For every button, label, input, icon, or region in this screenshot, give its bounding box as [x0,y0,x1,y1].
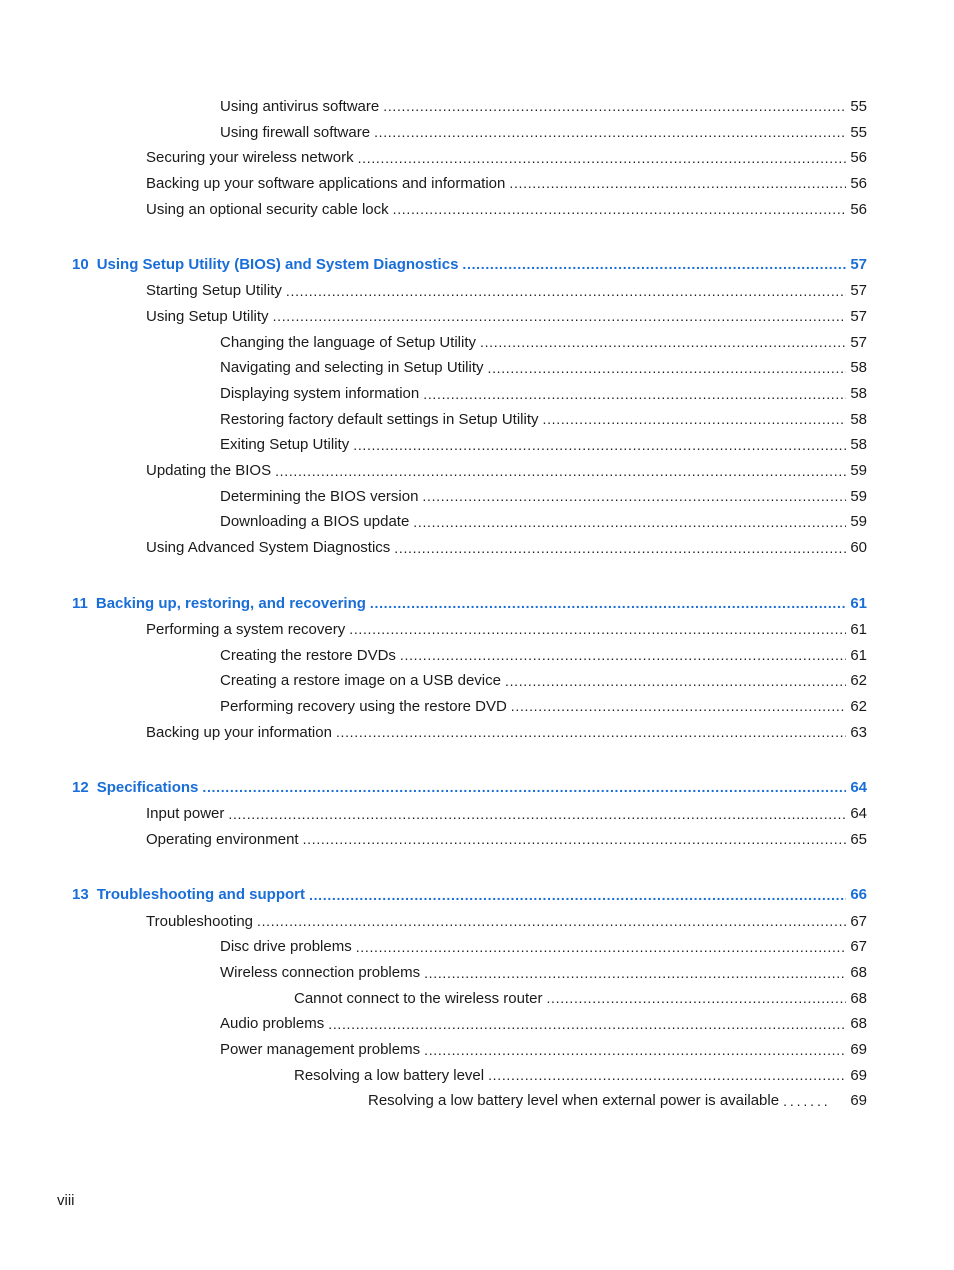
toc-entry-page: 64 [850,805,867,823]
toc-leader-dots [374,123,846,142]
chapter-number: 12 [72,778,89,796]
table-of-contents [0,94,954,1114]
toc-chapter-heading[interactable] [0,882,954,909]
toc-entry-title: Backing up your information [146,724,336,742]
toc-entry-title: Creating the restore DVDs [220,647,400,665]
toc-entry-title: Power management problems [220,1041,424,1059]
chapter-title: Using Setup Utility (BIOS) and System Diagnostics [96,255,459,273]
toc-entry-page: 58 [850,436,867,454]
chapter-title: Specifications [96,778,199,796]
toc-entry-page: 60 [850,539,867,557]
toc-entry[interactable] [0,1012,954,1038]
toc-entry-title: Using Advanced System Diagnostics [146,539,394,557]
toc-entry-title: Audio problems [220,1015,328,1033]
toc-entry[interactable] [0,909,954,935]
toc-entry-page: 58 [850,410,867,428]
toc-entry-page: 62 [850,672,867,690]
toc-entry-page: 69 [850,1092,867,1110]
toc-entry-title: Using firewall software [220,124,374,142]
toc-entry[interactable] [0,510,954,536]
toc-entry-title: Input power [146,805,228,823]
chapter-number: 13 [72,886,89,904]
toc-entry-title: Restoring factory default settings in Setup Utility [220,411,543,429]
toc-entry-title: Creating a restore image on a USB device [220,672,505,690]
toc-leader-dots [488,1066,846,1085]
page-number: viii [57,1192,75,1209]
toc-entry-title: Performing recovery using the restore DVD [220,698,511,716]
toc-entry[interactable] [0,120,954,146]
toc-entry[interactable] [0,668,954,694]
toc-entry-title: Determining the BIOS version [220,488,422,506]
toc-entry-title: Resolving a low battery level when external power is available [368,1092,783,1110]
chapter-title: Troubleshooting and support [96,886,306,904]
toc-entry-title: Resolving a low battery level [294,1067,488,1085]
toc-entry-page: 57 [850,282,867,300]
toc-leader-dots [370,594,846,613]
chapter-page: 66 [850,886,867,904]
toc-leader-dots [393,200,847,219]
toc-entry[interactable] [0,960,954,986]
toc-entry-title: Downloading a BIOS update [220,513,413,531]
toc-entry-title: Updating the BIOS [146,462,275,480]
toc-entry-title: Troubleshooting [146,913,257,931]
toc-leader-dots [505,672,846,691]
toc-leader-dots [546,989,846,1008]
toc-entry[interactable] [0,433,954,459]
toc-entry[interactable] [0,94,954,120]
toc-entry-title: Using antivirus software [220,98,383,116]
toc-entry[interactable] [0,278,954,304]
toc-entry-page: 55 [850,97,867,115]
toc-entry-page: 59 [850,462,867,480]
toc-entry[interactable] [0,356,954,382]
toc-entry-page: 69 [850,1041,867,1059]
toc-leader-dots [394,539,846,558]
toc-leader-dots [286,282,846,301]
toc-leader-dots [349,620,846,639]
toc-leader-dots [424,1041,846,1060]
toc-leader-dots [273,307,847,326]
toc-entry[interactable] [0,145,954,171]
toc-entry-page: 57 [850,307,867,325]
toc-entry-page: 69 [850,1066,867,1084]
toc-entry[interactable] [0,484,954,510]
toc-entry-page: 63 [850,723,867,741]
toc-chapter-heading[interactable] [0,251,954,278]
toc-entry-page: 61 [850,646,867,664]
toc-entry-title: Backing up your software applications and information [146,175,509,193]
toc-entry-title: Using Setup Utility [146,308,273,326]
toc-entry-page: 68 [850,964,867,982]
toc-leader-dots [353,436,846,455]
toc-leader-dots [424,964,846,983]
toc-entry-title: Cannot connect to the wireless router [294,990,546,1008]
toc-leader-dots [400,646,846,665]
toc-leader-dots [423,385,846,404]
toc-leader-dots [509,174,846,193]
toc-entry-title: Operating environment [146,831,303,849]
toc-entry[interactable] [0,986,954,1012]
toc-entry-page: 67 [850,912,867,930]
toc-entry[interactable] [0,171,954,197]
toc-entry[interactable] [0,720,954,746]
toc-entry-title: Displaying system information [220,385,423,403]
toc-entry-title: Navigating and selecting in Setup Utility [220,359,487,377]
toc-leader-dots [383,97,846,116]
toc-chapter-heading[interactable] [0,774,954,801]
toc-entry-title: Exiting Setup Utility [220,436,353,454]
toc-leader-dots [487,359,846,378]
toc-entry-title: Changing the language of Setup Utility [220,334,480,352]
toc-leader-dots [303,830,847,849]
toc-leader-dots [358,149,847,168]
toc-entry[interactable] [0,1089,954,1115]
chapter-page: 61 [850,594,867,612]
toc-entry-page: 59 [850,487,867,505]
chapter-page: 57 [850,255,867,273]
toc-entry[interactable] [0,694,954,720]
toc-entry-page: 62 [850,697,867,715]
chapter-title: Backing up, restoring, and recovering [95,594,366,612]
chapter-number: 10 [72,255,89,273]
chapter-number: 11 [72,594,88,612]
toc-entry[interactable] [0,330,954,356]
toc-entry-title: Securing your wireless network [146,149,358,167]
chapter-page: 64 [850,778,867,796]
toc-leader-dots [543,410,847,429]
toc-entry-page: 56 [850,200,867,218]
toc-entry-title: Performing a system recovery [146,621,349,639]
toc-leader-dots [275,462,846,481]
toc-entry[interactable] [0,458,954,484]
toc-leader-dots [356,938,847,957]
toc-entry-page: 57 [850,333,867,351]
toc-leader-dots [480,333,846,352]
toc-leader-dots [257,912,846,931]
toc-entry-page: 67 [850,938,867,956]
toc-entry-page: 56 [850,174,867,192]
toc-entry-page: 58 [850,359,867,377]
toc-entry-page: 55 [850,123,867,141]
toc-entry[interactable] [0,407,954,433]
toc-entry[interactable] [0,935,954,961]
toc-chapter-heading[interactable] [0,590,954,617]
toc-entry-title: Wireless connection problems [220,964,424,982]
toc-entry-page: 59 [850,513,867,531]
toc-leader-dots [309,886,846,905]
toc-entry-page: 61 [850,620,867,638]
toc-entry-page: 65 [850,830,867,848]
toc-entry-title: Disc drive problems [220,938,356,956]
toc-entry[interactable] [0,643,954,669]
toc-leader-dots [783,1092,846,1111]
toc-entry[interactable] [0,1037,954,1063]
toc-leader-dots [511,697,847,716]
toc-leader-dots [202,778,846,797]
toc-entry[interactable] [0,827,954,853]
toc-leader-dots [336,723,846,742]
toc-leader-dots [462,255,846,274]
toc-entry[interactable] [0,535,954,561]
toc-entry[interactable] [0,381,954,407]
toc-entry[interactable] [0,617,954,643]
toc-entry-page: 58 [850,385,867,403]
toc-entry-title: Using an optional security cable lock [146,201,393,219]
toc-entry-page: 68 [850,1015,867,1033]
toc-entry-page: 56 [850,149,867,167]
toc-entry-title: Starting Setup Utility [146,282,286,300]
toc-leader-dots [413,513,846,532]
toc-entry-page: 68 [850,989,867,1007]
toc-leader-dots [228,805,846,824]
toc-leader-dots [422,487,846,506]
toc-entry[interactable] [0,1063,954,1089]
toc-leader-dots [328,1015,846,1034]
toc-entry[interactable] [0,801,954,827]
toc-entry[interactable] [0,304,954,330]
toc-entry[interactable] [0,197,954,223]
